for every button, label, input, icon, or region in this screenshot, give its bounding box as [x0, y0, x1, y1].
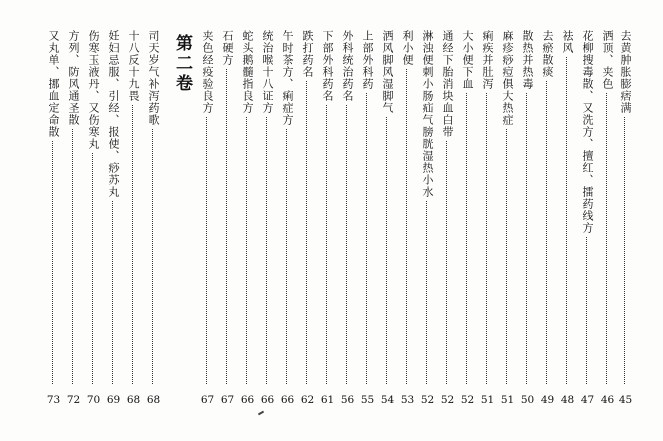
toc-entry-title: 麻疹痧痘俱大热症 — [501, 30, 514, 126]
toc-entry-page-number: 69 — [106, 394, 121, 406]
toc-entry — [339, 30, 356, 406]
toc-entry-title: 午时茶方、痢症方 — [281, 30, 294, 126]
toc-dot-leader — [112, 201, 113, 384]
toc-entry — [499, 30, 516, 406]
toc-entry — [599, 30, 616, 406]
toc-dot-leader — [586, 237, 587, 384]
toc-entry-title: 散热并热毒 — [521, 30, 534, 90]
toc-dot-leader — [132, 105, 133, 384]
toc-entry — [239, 30, 256, 406]
toc-entry — [219, 30, 236, 406]
toc-dot-leader — [506, 129, 507, 384]
toc-entry-page-number: 68 — [146, 394, 161, 406]
toc-entry — [419, 30, 436, 406]
toc-dot-leader — [306, 81, 307, 384]
toc-entry-title: 石硬方 — [221, 30, 234, 66]
toc-entry-title: 又丸单、挪血定命散 — [47, 30, 60, 138]
toc-dot-leader — [326, 105, 327, 384]
toc-entry-page-number: 46 — [600, 394, 615, 406]
toc-dot-leader — [446, 141, 447, 384]
toc-entry — [259, 30, 276, 406]
toc-entry-title: 妊妇忌服、引经、报使、痧苏丸 — [107, 30, 120, 198]
toc-entry — [85, 30, 102, 406]
toc-dot-leader — [152, 129, 153, 384]
toc-entry-page-number: 66 — [280, 394, 295, 406]
toc-dot-leader — [426, 201, 427, 384]
toc-entry-page-number: 62 — [300, 394, 315, 406]
section-heading-text: 第二卷 — [172, 34, 192, 94]
toc-entry — [579, 30, 596, 406]
toc-entry — [439, 30, 456, 406]
toc-entry — [617, 30, 634, 406]
toc-dot-leader — [624, 117, 625, 384]
toc-entry-page-number: 67 — [220, 394, 235, 406]
toc-entry-title: 夹色经疫验良方 — [201, 30, 214, 114]
scan-speck — [258, 411, 264, 416]
toc-dot-leader — [92, 153, 93, 384]
toc-entry-page-number: 47 — [580, 394, 595, 406]
toc-entry-page-number: 51 — [480, 394, 495, 406]
toc-entry — [105, 30, 122, 406]
toc-entry-title: 祛风 — [561, 30, 574, 54]
toc-entry-page-number: 72 — [66, 394, 81, 406]
toc-entry-page-number: 61 — [320, 394, 335, 406]
section-heading — [170, 34, 194, 94]
toc-entry-title: 洒风脚风湿脚气 — [381, 30, 394, 114]
toc-entry-page-number: 56 — [340, 394, 355, 406]
toc-dot-leader — [346, 105, 347, 384]
toc-dot-leader — [266, 117, 267, 384]
toc-entry — [145, 30, 162, 406]
toc-entry-page-number: 54 — [380, 394, 395, 406]
toc-entry-title: 蛇头鹅髓指良方 — [241, 30, 254, 114]
toc-entry-title: 大小便下血 — [461, 30, 474, 90]
toc-entry-page-number: 52 — [440, 394, 455, 406]
toc-entry-page-number: 53 — [400, 394, 415, 406]
toc-entry-title: 花柳搜毒散、又洗方、擅红、擂药线方 — [581, 30, 594, 234]
toc-entry — [559, 30, 576, 406]
toc-entry-page-number: 48 — [560, 394, 575, 406]
toc-entry — [125, 30, 142, 406]
toc-dot-leader — [546, 81, 547, 384]
toc-entry-title: 去黄肿胀膨痞满 — [619, 30, 632, 114]
toc-dot-leader — [226, 69, 227, 384]
toc-entry-title: 十八反十九畏 — [127, 30, 140, 102]
toc-entry-page-number: 50 — [520, 394, 535, 406]
toc-dot-leader — [606, 93, 607, 384]
toc-dot-leader — [366, 93, 367, 384]
toc-entry — [379, 30, 396, 406]
toc-entry-page-number: 52 — [420, 394, 435, 406]
toc-entry-title: 统治喉十八证方 — [261, 30, 274, 114]
toc-entry-title: 外科统治药名 — [341, 30, 354, 102]
toc-entry — [519, 30, 536, 406]
toc-entry-title: 洒顶、夹色 — [601, 30, 614, 90]
toc-entry — [199, 30, 216, 406]
toc-entry-title: 去瘀散痰 — [541, 30, 554, 78]
toc-entry-page-number: 55 — [360, 394, 375, 406]
toc-entry-page-number: 45 — [618, 394, 633, 406]
toc-entry-page-number: 70 — [86, 394, 101, 406]
toc-entry-page-number: 66 — [240, 394, 255, 406]
toc-entry — [65, 30, 82, 406]
toc-dot-leader — [386, 117, 387, 384]
toc-entry-title: 司天岁气补泻药歌 — [147, 30, 160, 126]
toc-dot-leader — [246, 117, 247, 384]
toc-entry-title: 利小便 — [401, 30, 414, 66]
toc-entry-page-number: 68 — [126, 394, 141, 406]
toc-entry-page-number: 52 — [460, 394, 475, 406]
toc-entry-page-number: 51 — [500, 394, 515, 406]
toc-entry-title: 下部外科药名 — [321, 30, 334, 102]
toc-dot-leader — [406, 69, 407, 384]
toc-entry-title: 通经下胎消块血白带 — [441, 30, 454, 138]
toc-entry-title: 痢疾并肚泻 — [481, 30, 494, 90]
toc-entry-title: 淋浊便刺小肠疝气膀胱湿热小水 — [421, 30, 434, 198]
toc-dot-leader — [486, 93, 487, 384]
toc-entry-page-number: 49 — [540, 394, 555, 406]
toc-dot-leader — [206, 117, 207, 384]
toc-dot-leader — [466, 93, 467, 384]
toc-entry — [539, 30, 556, 406]
toc-entry — [45, 30, 62, 406]
toc-entry-title: 伤寒玉液丹、又伤寒丸 — [87, 30, 100, 150]
toc-entry-title: 上部外科药 — [361, 30, 374, 90]
toc-dot-leader — [72, 129, 73, 384]
toc-entry-title: 跌打药名 — [301, 30, 314, 78]
toc-dot-leader — [526, 93, 527, 384]
toc-entry — [319, 30, 336, 406]
toc-entry — [459, 30, 476, 406]
toc-entry — [359, 30, 376, 406]
toc-dot-leader — [286, 129, 287, 384]
toc-dot-leader — [566, 57, 567, 384]
toc-entry-page-number: 66 — [260, 394, 275, 406]
toc-entry-page-number: 67 — [200, 394, 215, 406]
toc-entry-page-number: 73 — [46, 394, 61, 406]
toc-dot-leader — [52, 141, 53, 384]
toc-entry-title: 方列、防风通圣散 — [67, 30, 80, 126]
toc-entry — [279, 30, 296, 406]
toc-entry — [479, 30, 496, 406]
toc-entry — [299, 30, 316, 406]
toc-entry — [399, 30, 416, 406]
